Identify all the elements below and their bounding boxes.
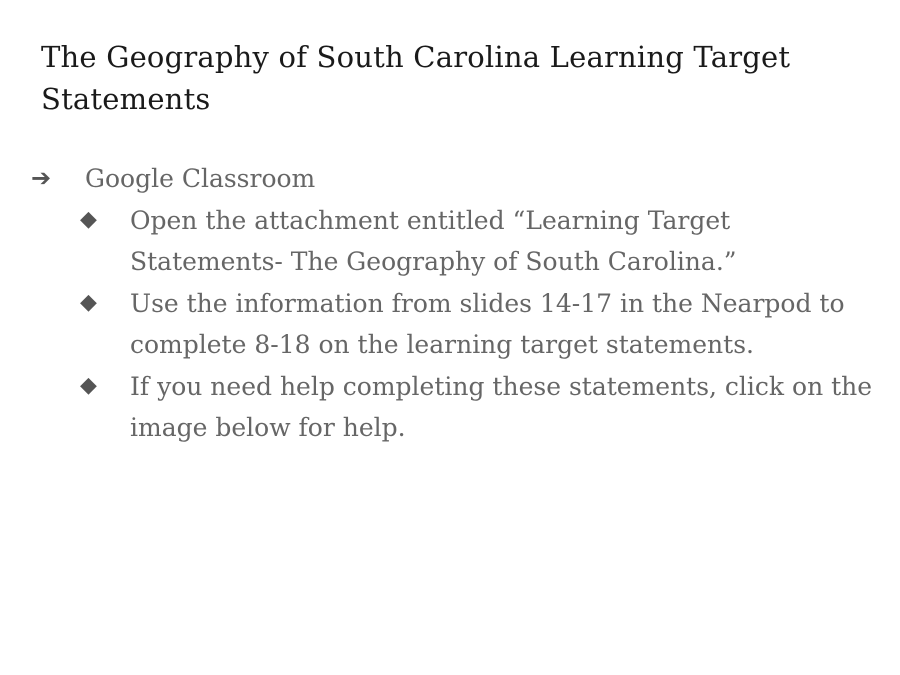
- slide-body: [0, 158, 900, 449]
- sub-bullet-item-open-attachment: [80, 200, 875, 283]
- sub-bullet-text: Use the information from slides 14-17 in the Nearpod to complete 8-18 on the learning target statements.: [130, 288, 845, 359]
- diamond-bullet-icon: ◆: [80, 372, 97, 398]
- arrow-bullet-icon: ➔: [31, 164, 52, 192]
- bullet-item-google-classroom: [31, 158, 865, 200]
- sub-bullet-text: Open the attachment entitled “Learning Target Statements- The Geography of South Carolina.”: [130, 205, 737, 276]
- sub-bullet-text: If you need help completing these statements, click on the image below for help.: [130, 371, 873, 442]
- diamond-bullet-icon: ◆: [80, 206, 97, 232]
- sub-bullet-item-need-help: [80, 366, 875, 449]
- bullet-text: Google Classroom: [85, 164, 316, 193]
- slide-title: The Geography of South Carolina Learning Target Statements: [41, 40, 791, 116]
- sub-bullet-item-use-information: [80, 283, 875, 366]
- diamond-bullet-icon: ◆: [80, 289, 97, 315]
